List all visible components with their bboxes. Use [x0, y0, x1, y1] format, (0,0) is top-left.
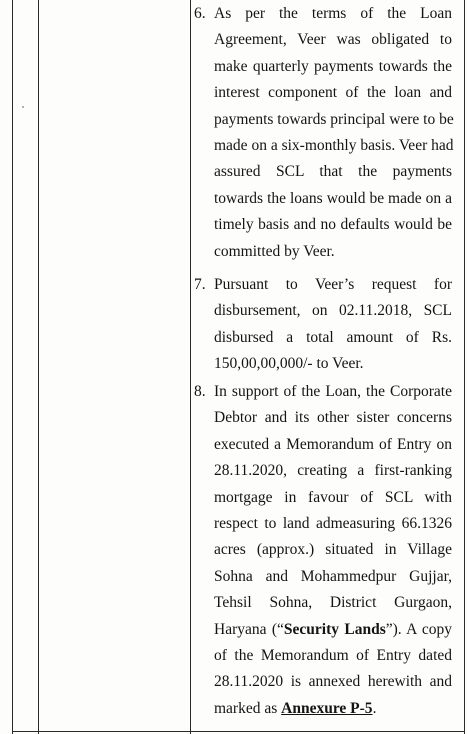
paragraph-line: committed by Veer.: [214, 242, 335, 260]
paragraph-number: 8.: [194, 383, 206, 400]
table-column-divider-2: [190, 0, 191, 734]
paragraph-line: disbursement, on 02.11.2018, SCL: [214, 302, 452, 320]
paragraph-line: Pursuant to Veer’s request for: [214, 276, 452, 293]
paragraph-line: In support of the Loan, the Corporate: [214, 383, 452, 400]
paragraph-line: mortgage in favour of SCL with: [214, 488, 452, 506]
paragraph-line: Agreement, Veer was obligated to: [214, 31, 452, 49]
paragraph-line: Sohna and Mohammedpur Gujjar,: [214, 567, 452, 585]
paragraph-line: make quarterly payments towards the: [214, 57, 452, 75]
paragraph-line: Tehsil Sohna, District Gurgaon,: [214, 594, 452, 612]
paragraph-line: 150,00,00,000/- to Veer.: [214, 355, 364, 373]
table-border-bottom: [12, 731, 464, 732]
scan-speck: [22, 106, 24, 108]
annexure-reference: Annexure P-5: [281, 699, 373, 717]
paragraph-line-annexure: [214, 695, 452, 724]
paragraph-line: Debtor and its other sister concerns: [214, 409, 452, 427]
paragraph-line: 28.11.2020, creating a first-ranking: [214, 462, 452, 480]
paragraph-line: assured SCL that the payments: [214, 163, 452, 181]
paragraph-number: 7.: [194, 276, 206, 293]
paragraph-line-security-lands: [214, 616, 452, 645]
defined-term-security-lands: Security Lands: [283, 620, 386, 638]
paragraph-line: payments towards principal were to be: [214, 110, 454, 128]
table-border-right: [464, 0, 465, 734]
text-fragment: .: [372, 699, 377, 717]
table-column-divider-1: [38, 0, 39, 734]
paragraph-line: 28.11.2020 is annexed herewith and: [214, 673, 452, 691]
text-fragment: ”). A copy: [385, 620, 452, 638]
paragraph-line: timely basis and no defaults would be: [214, 216, 452, 234]
paragraph-number: 6.: [194, 5, 206, 22]
paragraph-line: interest component of the loan and: [214, 84, 452, 102]
paragraph-line: executed a Memorandum of Entry on: [214, 435, 452, 453]
text-fragment: Haryana (“: [214, 620, 284, 638]
paragraph-line: acres (approx.) situated in Village: [214, 541, 452, 559]
paragraph-line: As per the terms of the Loan: [214, 5, 452, 22]
paragraph-line: made on a six-monthly basis. Veer had: [214, 137, 454, 154]
text-fragment: marked as: [214, 699, 282, 717]
paragraph-line: towards the loans would be made on a: [214, 189, 452, 207]
table-border-left: [12, 0, 13, 734]
paragraph-line: of the Memorandum of Entry dated: [214, 647, 452, 664]
paragraph-line: respect to land admeasuring 66.1326: [214, 515, 452, 532]
paragraph-line: disbursed a total amount of Rs.: [214, 328, 452, 346]
